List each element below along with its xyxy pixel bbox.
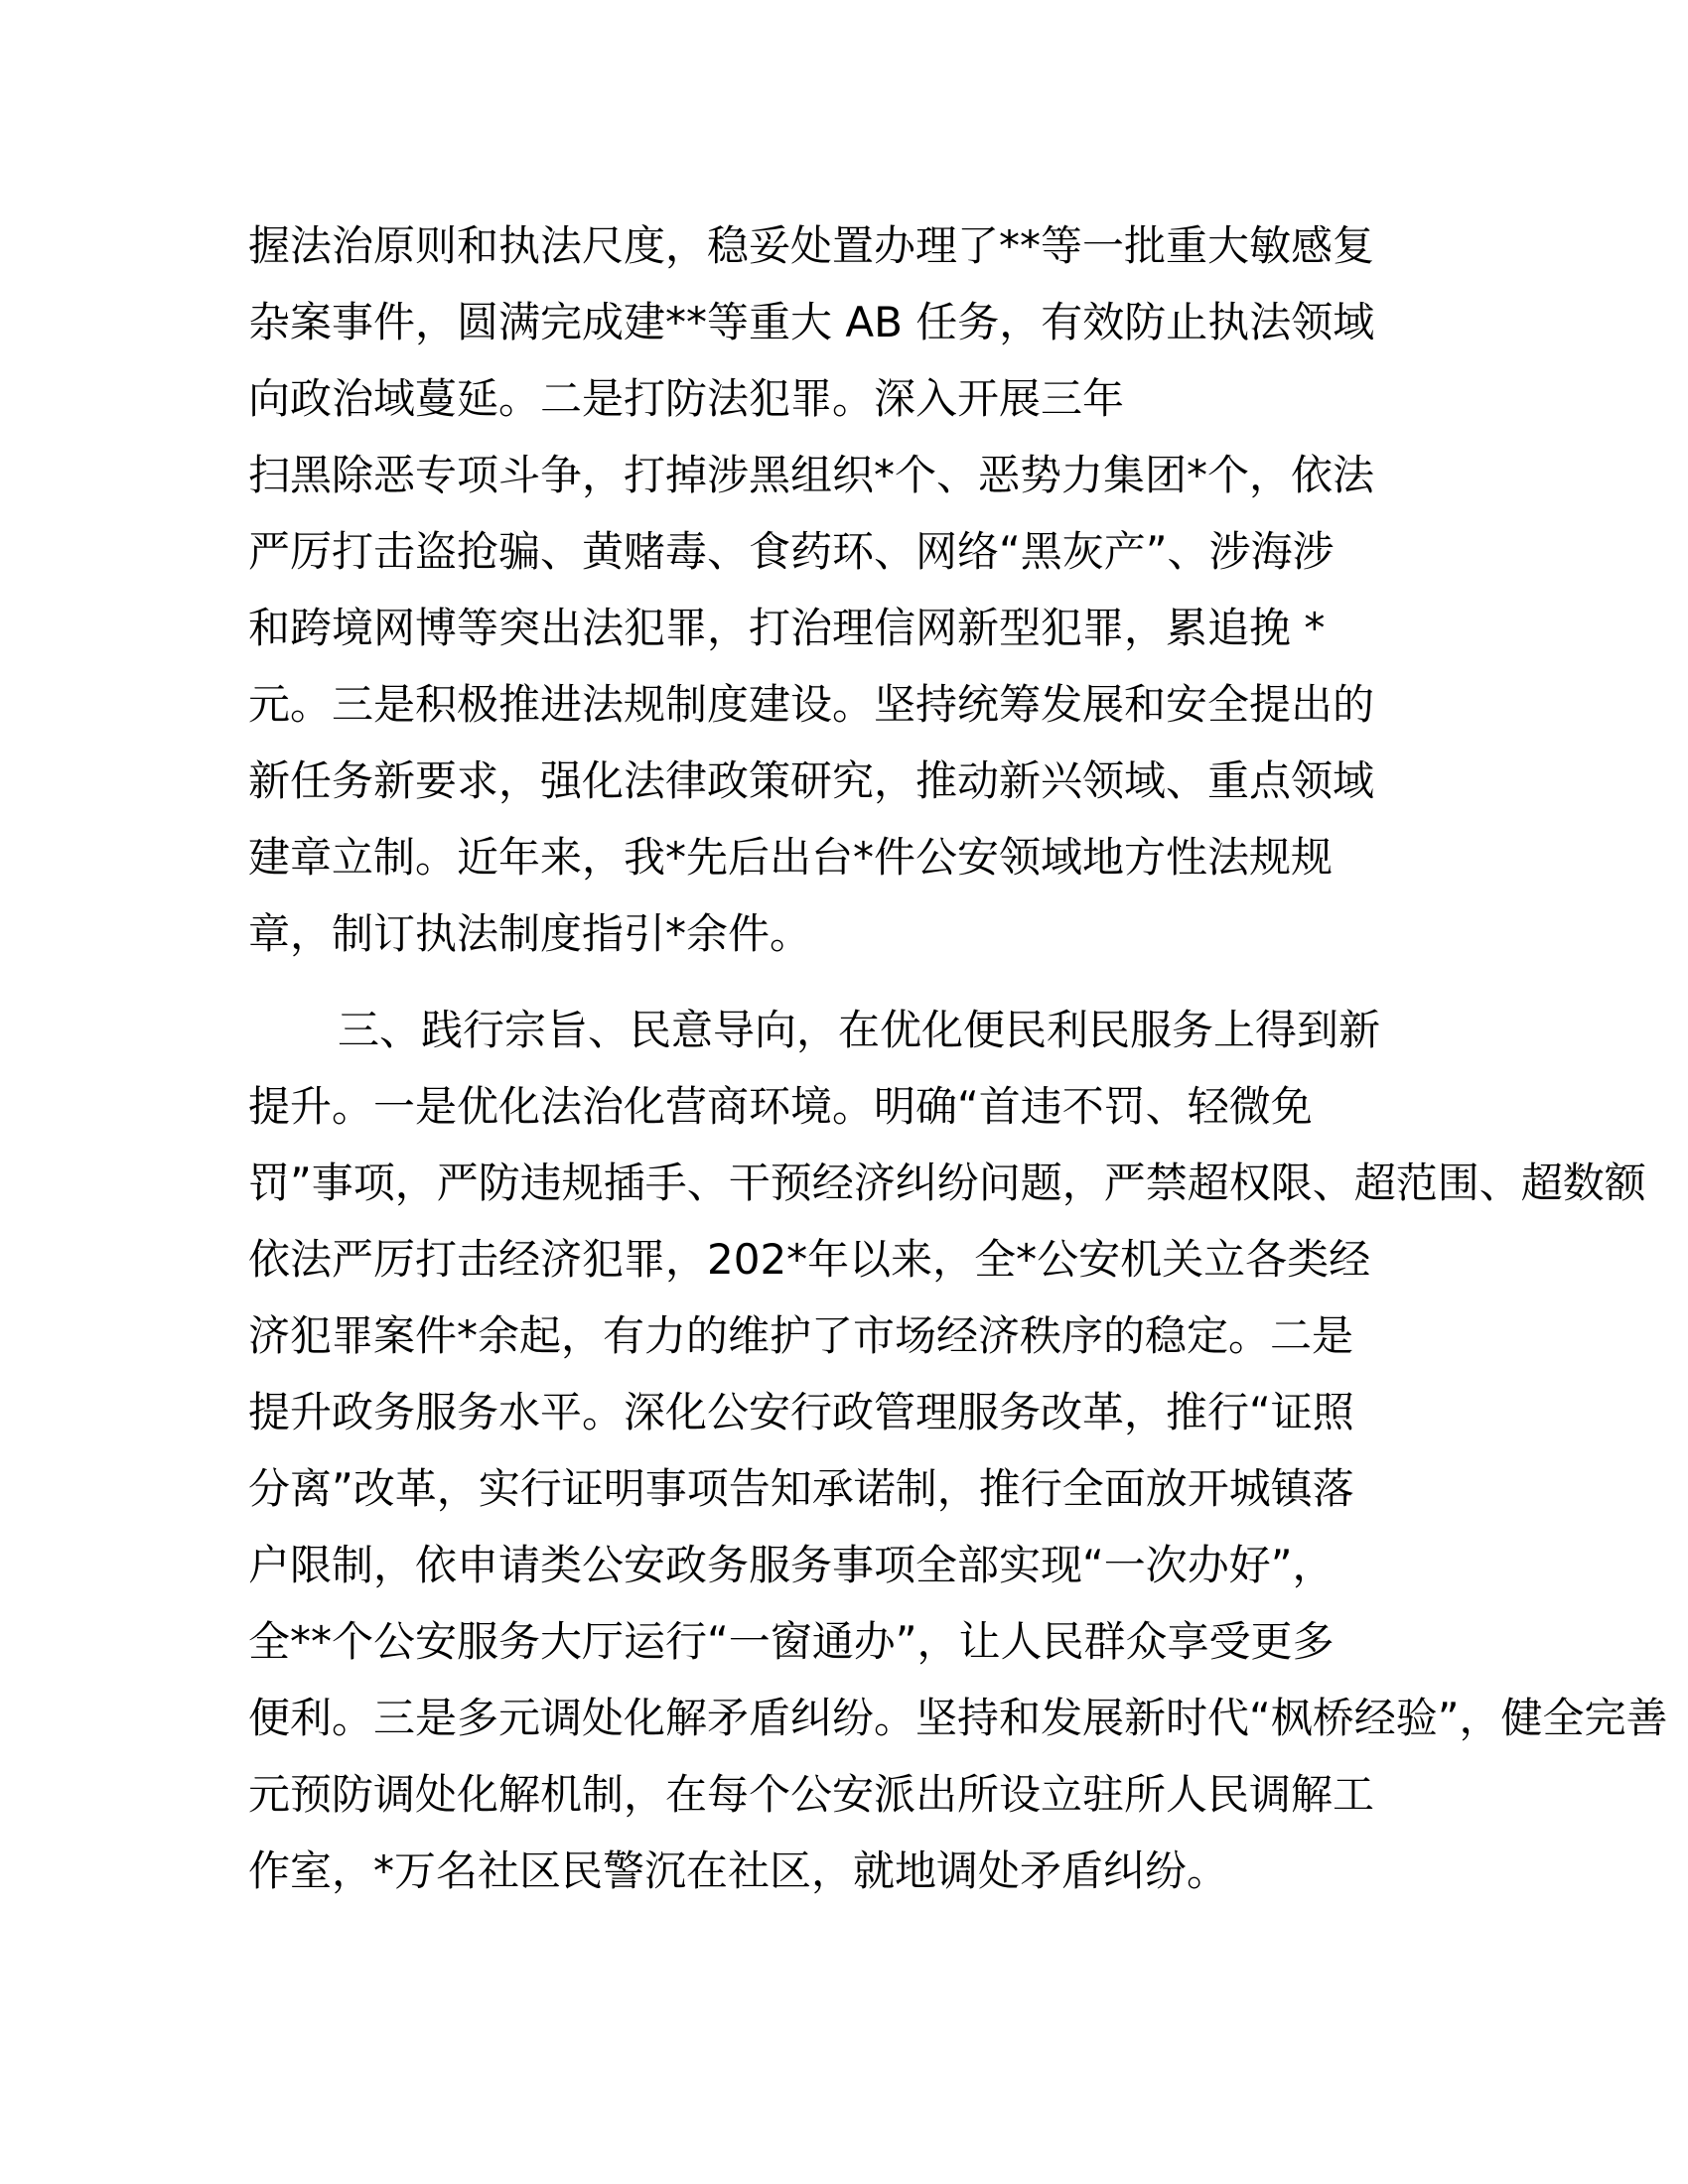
paragraph-line: 元。三是积极推进法规制度建设。坚持统筹发展和安全提出的 — [248, 680, 1375, 729]
paragraph-line: 提升政务服务水平。深化公安行政管理服务改革，推行“证照 — [248, 1388, 1354, 1436]
paragraph-line: 严厉打击盗抢骗、黄赌毒、食药环、网络“黑灰产”、涉海涉 — [248, 527, 1335, 576]
paragraph-line: 户限制，依申请类公安政务服务事项全部实现“一次办好”， — [248, 1541, 1335, 1589]
paragraph-line: 向政治域蔓延。二是打防法犯罪。深入开展三年 — [248, 374, 1125, 423]
section-heading-line: 三、践行宗旨、民意导向，在优化便民利民服务上得到新 — [338, 1006, 1381, 1054]
paragraph-line: 济犯罪案件*余起，有力的维护了市场经济秩序的稳定。二是 — [248, 1311, 1354, 1360]
paragraph-line: 分离”改革，实行证明事项告知承诺制，推行全面放开城镇落 — [248, 1464, 1354, 1513]
paragraph-line: 提升。一是优化法治化营商环境。明确“首违不罚、轻微免 — [248, 1082, 1313, 1131]
paragraph-line: 章，制订执法制度指引*余件。 — [248, 909, 812, 958]
paragraph-line: 握法治原则和执法尺度，稳妥处置办理了**等一批重大敏感复 — [248, 221, 1375, 270]
paragraph-line: 扫黑除恶专项斗争，打掉涉黑组织*个、恶势力集团*个，依法 — [248, 451, 1375, 499]
paragraph-line: 建章立制。近年来，我*先后出台*件公安领域地方性法规规 — [248, 833, 1334, 882]
paragraph-line: 作室，*万名社区民警沉在社区，就地调处矛盾纠纷。 — [248, 1846, 1229, 1895]
paragraph-line: 全**个公安服务大厅运行“一窗通办”，让人民群众享受更多 — [248, 1617, 1335, 1666]
paragraph-line: 元预防调处化解机制，在每个公安派出所设立驻所人民调解工 — [248, 1770, 1375, 1819]
paragraph-line: 杂案事件，圆满完成建**等重大 AB 任务，有效防止执法领域 — [248, 298, 1375, 346]
paragraph-line: 和跨境网博等突出法犯罪，打治理信网新型犯罪，累追挽 * — [248, 604, 1326, 652]
paragraph-line: 便利。三是多元调处化解矛盾纠纷。坚持和发展新时代“枫桥经验”，健全完善 — [248, 1694, 1668, 1742]
paragraph-line: 罚”事项，严防违规插手、干预经济纠纷问题，严禁超权限、超范围、超数额 — [248, 1159, 1646, 1207]
paragraph-line: 依法严厉打击经济犯罪，202*年以来，全*公安机关立各类经 — [248, 1235, 1371, 1284]
paragraph-line: 新任务新要求，强化法律政策研究，推动新兴领域、重点领域 — [248, 756, 1375, 805]
